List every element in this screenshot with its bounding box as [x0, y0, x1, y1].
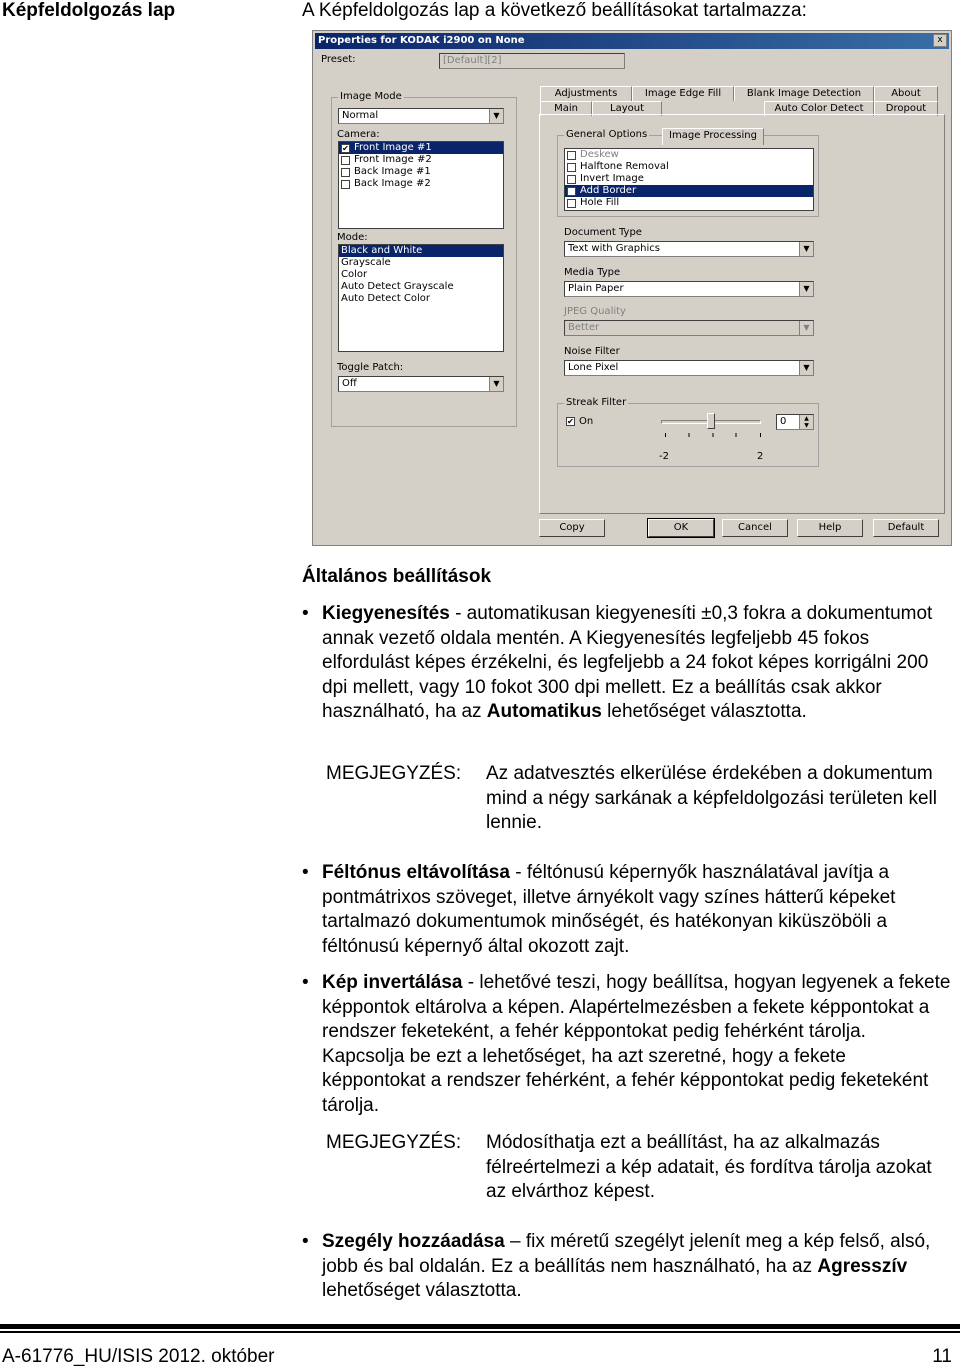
footer-doc-id: A-61776_HU/ISIS 2012. október — [2, 1346, 275, 1367]
option-deskew[interactable]: Deskew — [565, 149, 813, 161]
bullet-deskew: • Kiegyenesítés - automatikusan kiegyenesíti ±0,3 fokra a dokumentumot annak vezető oldala mentén. A Kiegyenesítés legfeljebb 45 fokos elfordulást képes érzékelni, és legfeljebb a 24 fokot képes korrigálni 200 dpi mellett, vagy 10 fokot 300 dpi mellett. Ez a beállítás csak akkor használható, ha az Automatikus lehetőséget választotta. — [302, 603, 933, 723]
streak-value-spinner[interactable]: 0 ▲ ▼ — [776, 414, 814, 430]
camera-item[interactable]: Back Image #2 — [339, 178, 503, 190]
chevron-down-icon: ▼ — [489, 377, 503, 391]
jpeg-quality-label: JPEG Quality — [564, 306, 626, 317]
tab-blank-image-detection[interactable]: Blank Image Detection — [734, 86, 874, 101]
tab-layout[interactable]: Layout — [592, 101, 662, 116]
tab-auto-color-detect[interactable]: Auto Color Detect — [764, 101, 874, 116]
option-invert-image[interactable]: Invert Image — [565, 173, 813, 185]
streak-on-checkbox[interactable]: ✔ On — [567, 416, 594, 427]
note-label: MEGJEGYZÉS: — [326, 1132, 462, 1153]
note-deskew — [326, 762, 952, 836]
note-invert — [326, 1131, 952, 1205]
note-label: MEGJEGYZÉS: — [326, 763, 462, 784]
media-type-label: Media Type — [564, 267, 621, 278]
camera-item[interactable]: ✔ Front Image #1 — [339, 142, 503, 154]
noise-filter-select[interactable]: Lone Pixel ▼ — [564, 360, 814, 376]
preset-label: Preset: — [321, 54, 356, 65]
mode-item[interactable]: Grayscale — [341, 257, 391, 268]
note-text: Módosíthatja ezt a beállítást, ha az alkalmazás félreértelmezi a kép adatait, és fordítva tárolja azokat az elvárthoz képest. — [486, 1132, 932, 1203]
toggle-patch-select[interactable]: Off ▼ — [338, 376, 504, 392]
camera-item[interactable]: Back Image #1 — [339, 166, 503, 178]
cancel-button[interactable]: Cancel — [722, 519, 788, 537]
slider-min-label: -2 — [659, 451, 669, 462]
bullet-border: • Szegély hozzáadása – fix méretű szegélyt jelenít meg a kép felső, alsó, jobb és bal oldalán. Ez a beállítás nem használható, ha az Agresszív lehetőséget választotta. — [302, 1231, 931, 1302]
camera-list[interactable] — [338, 141, 504, 229]
bullet-dot: • — [302, 603, 309, 624]
document-type-label: Document Type — [564, 227, 642, 238]
note-text: Az adatvesztés elkerülése érdekében a dokumentum mind a négy sarkának a képfeldolgozási területen kell lennie. — [486, 763, 937, 834]
streak-filter-label: Streak Filter — [566, 397, 627, 408]
bullet-dot: • — [302, 972, 309, 993]
ok-button[interactable]: OK — [648, 519, 714, 537]
option-add-border[interactable]: Add Border — [565, 185, 813, 197]
noise-filter-label: Noise Filter — [564, 346, 620, 357]
intro-text: A Képfeldolgozás lap a következő beállításokat tartalmazza: — [302, 0, 807, 21]
bullet-halftone: • Féltónus eltávolítása - féltónusú képernyők használatával javítja a pontmátrixos szöveget, illetve árnyékolt vagy színes hátterű képeket tartalmazó dokumentumok minőségét, és hatékonyan kiküszöböli a féltónusú képernyő által okozott zajt. — [302, 862, 896, 957]
default-button[interactable]: Default — [873, 519, 939, 537]
mode-list[interactable] — [338, 244, 504, 352]
media-type-select[interactable]: Plain Paper ▼ — [564, 281, 814, 297]
mode-item[interactable]: Color — [341, 269, 368, 280]
bullet-dot: • — [302, 862, 309, 883]
option-halftone-removal[interactable]: Halftone Removal — [565, 161, 813, 173]
copy-button[interactable]: Copy — [539, 519, 605, 537]
mode-item[interactable]: Auto Detect Color — [341, 293, 431, 304]
mode-label: Mode: — [337, 232, 368, 243]
page-number: 11 — [932, 1346, 952, 1367]
jpeg-quality-select: Better ▼ — [564, 320, 814, 336]
chevron-down-icon: ▼ — [799, 242, 813, 256]
preset-field[interactable]: [Default][2] — [439, 53, 625, 69]
mode-item[interactable]: Auto Detect Grayscale — [341, 281, 454, 292]
slider-ticks — [665, 433, 761, 437]
spin-arrows-icon[interactable]: ▲ ▼ — [799, 415, 813, 429]
tab-adjustments[interactable]: Adjustments — [540, 86, 632, 101]
option-hole-fill[interactable]: Hole Fill — [565, 197, 813, 209]
tab-image-processing[interactable]: Image Processing — [662, 128, 764, 145]
tab-about[interactable]: About — [874, 86, 938, 101]
bullet-dot: • — [302, 1231, 309, 1252]
image-mode-label: Image Mode — [340, 91, 402, 102]
chevron-down-icon: ▼ — [799, 321, 813, 335]
mode-item[interactable]: Black and White — [339, 245, 503, 257]
slider-thumb[interactable] — [707, 413, 715, 429]
general-options-list[interactable] — [564, 148, 814, 211]
help-button[interactable]: Help — [797, 519, 863, 537]
dialog-titlebar — [315, 33, 949, 49]
general-options-label: General Options — [566, 129, 648, 140]
tab-main[interactable]: Main — [540, 101, 592, 116]
side-title: Képfeldolgozás lap — [2, 0, 176, 21]
properties-dialog — [312, 30, 952, 546]
image-mode-select[interactable]: Normal ▼ — [338, 108, 504, 124]
chevron-down-icon: ▼ — [489, 109, 503, 123]
slider-max-label: 2 — [757, 451, 764, 462]
dialog-title: Properties for KODAK i2900 on None — [318, 35, 525, 46]
close-icon[interactable]: x — [933, 34, 947, 47]
tab-image-edge-fill[interactable]: Image Edge Fill — [632, 86, 734, 101]
check-icon: ✔ — [567, 417, 574, 426]
bullet-invert: • Kép invertálása - lehetővé teszi, hogy beállítsa, hogyan legyenek a fekete képpontok eltárolva a képen. Alapértelmezésben a fekete képpontokat a rendszer feketeként, a fehér képpontokat pedig fehérként tárolja. Kapcsolja be ezt a lehetőséget, ha azt szeretné, hogy a fekete képpontokat a rendszer fehérként, a fehér képpontokat pedig feketeként tárolja. — [302, 972, 951, 1116]
footer-rule — [0, 1331, 960, 1333]
footer-rule — [0, 1324, 960, 1329]
section-heading: Általános beállítások — [302, 566, 492, 587]
toggle-patch-label: Toggle Patch: — [337, 362, 404, 373]
tab-dropout[interactable]: Dropout — [874, 101, 938, 116]
camera-label: Camera: — [337, 129, 380, 140]
document-type-select[interactable]: Text with Graphics ▼ — [564, 241, 814, 257]
camera-item[interactable]: Front Image #2 — [339, 154, 503, 166]
chevron-down-icon: ▼ — [799, 361, 813, 375]
chevron-down-icon: ▼ — [799, 282, 813, 296]
